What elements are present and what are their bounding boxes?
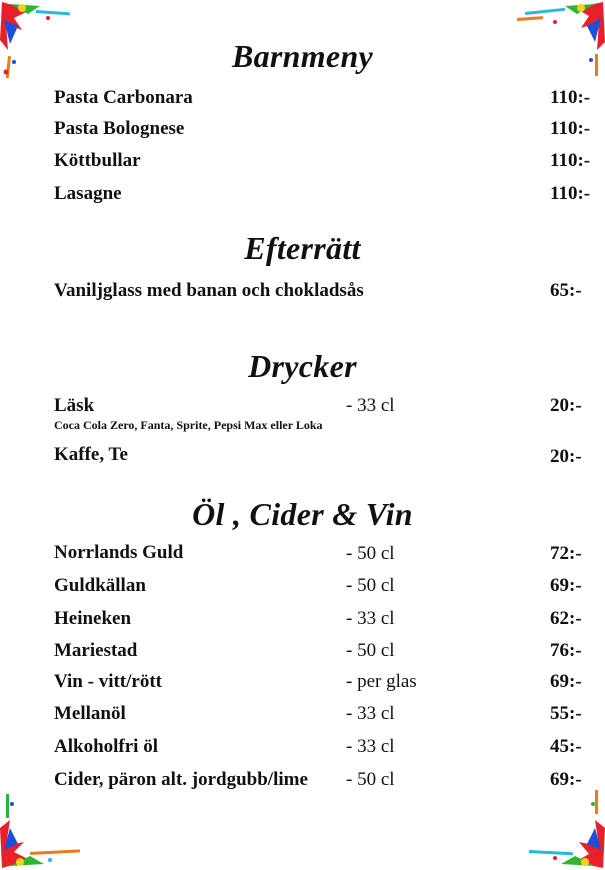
item-price: 20:- [550, 446, 582, 467]
item-name: Kaffe, Te [54, 444, 128, 465]
menu-item [54, 735, 599, 759]
paint-splash-decoration-top-right [515, 0, 605, 90]
item-volume: - 50 cl [346, 640, 395, 661]
menu-item [54, 182, 599, 206]
item-name: Mariestad [54, 640, 138, 661]
item-price: 69:- [550, 671, 582, 692]
item-volume: - 33 cl [346, 703, 395, 724]
item-name: Heineken [54, 608, 132, 629]
item-name: Guldkällan [54, 575, 146, 596]
item-price: 110:- [550, 183, 591, 204]
item-name: Cider, päron alt. jordgubb/lime [54, 769, 308, 790]
menu-item [54, 443, 599, 467]
item-volume: - 33 cl [346, 395, 395, 416]
menu-item [54, 670, 599, 694]
menu-item [54, 149, 599, 173]
section-title-barnmeny: Barnmeny [231, 38, 374, 74]
menu-item [54, 607, 599, 631]
item-name: Mellanöl [54, 703, 126, 724]
item-name: Vaniljglass med banan och chokladsås [54, 280, 364, 301]
menu-item [54, 117, 599, 141]
item-note: Coca Cola Zero, Fanta, Sprite, Pepsi Max eller Loka [54, 418, 323, 432]
section-title-efterratt: Efterrätt [244, 230, 361, 266]
item-name: Pasta Carbonara [54, 87, 193, 108]
item-volume: - 50 cl [346, 543, 395, 564]
item-price: 72:- [550, 543, 582, 564]
item-price: 76:- [550, 640, 582, 661]
section-title-ol-cider-vin: Öl , Cider & Vin [192, 496, 413, 532]
item-price: 45:- [550, 736, 582, 757]
menu-item [54, 574, 599, 598]
item-name: Vin - vitt/rött [54, 671, 162, 692]
item-volume: - 50 cl [346, 575, 395, 596]
menu-item [54, 541, 599, 565]
paint-splash-decoration-bottom-left [0, 780, 90, 870]
item-name: Lasagne [54, 183, 122, 204]
item-volume: - 33 cl [346, 736, 395, 757]
section-title-drycker: Drycker [248, 348, 357, 384]
item-volume: - per glas [346, 671, 417, 692]
item-name: Norrlands Guld [54, 542, 184, 563]
item-price: 110:- [550, 87, 591, 108]
item-volume: - 50 cl [346, 769, 395, 790]
item-price: 55:- [550, 703, 582, 724]
paint-splash-decoration-bottom-right [515, 780, 605, 870]
item-price: 20:- [550, 395, 582, 416]
item-price: 110:- [550, 118, 591, 139]
item-price: 69:- [550, 575, 582, 596]
menu-item [54, 279, 599, 303]
item-name: Pasta Bolognese [54, 118, 185, 139]
item-price: 65:- [550, 280, 582, 301]
item-price: 69:- [550, 769, 582, 790]
item-volume: - 33 cl [346, 608, 395, 629]
menu-item [54, 702, 599, 726]
paint-splash-decoration-top-left [0, 0, 90, 90]
item-price: 62:- [550, 608, 582, 629]
item-name: Alkoholfri öl [54, 736, 158, 757]
item-name: Köttbullar [54, 150, 141, 171]
menu-item [54, 394, 599, 418]
item-price: 110:- [550, 150, 591, 171]
item-name: Läsk [54, 395, 95, 416]
menu-item [54, 639, 599, 663]
